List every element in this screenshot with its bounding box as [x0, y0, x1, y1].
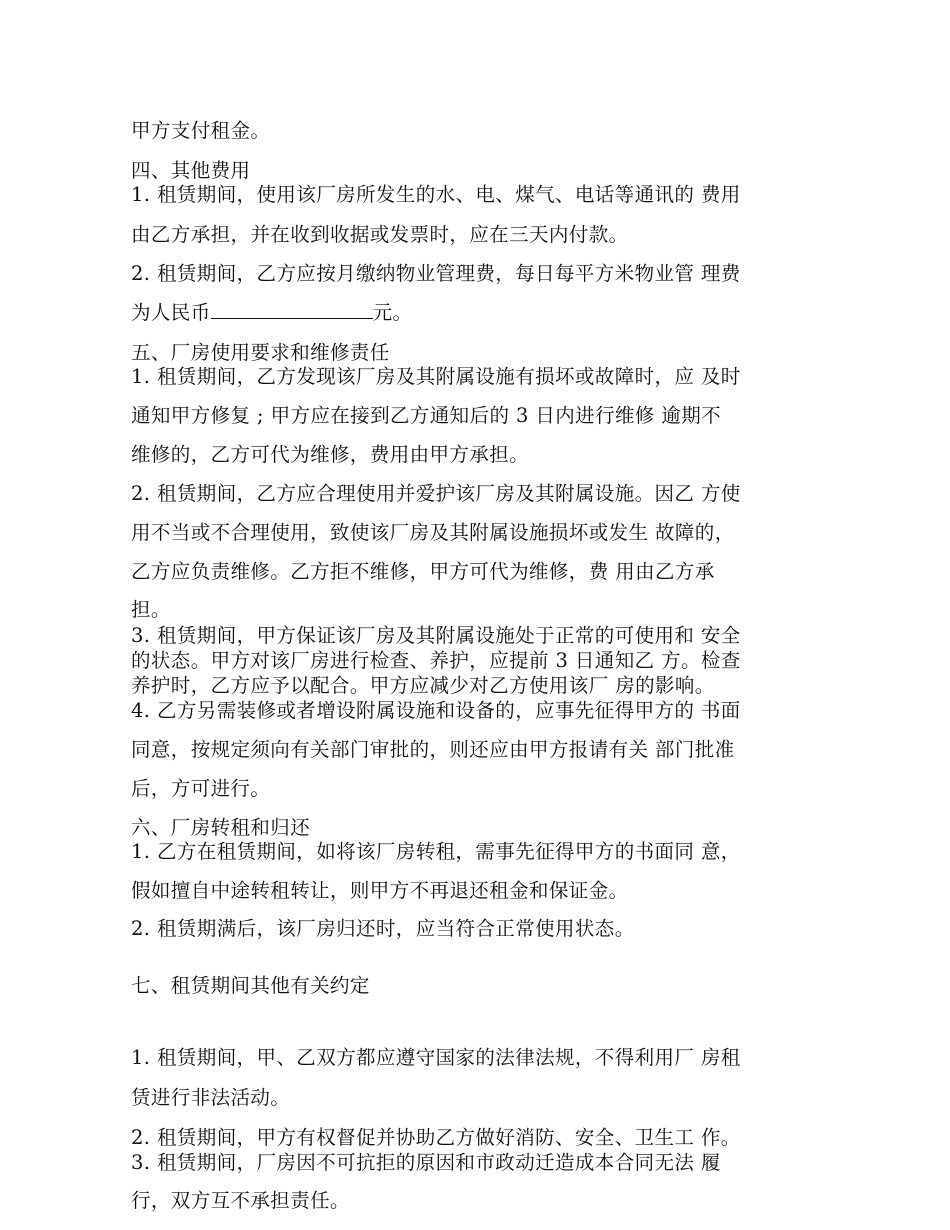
text-line: 1. 租赁期间，乙方发现该厂房及其附属设施有损坏或故障时，应 及时 [131, 365, 741, 388]
text-line: 2. 租赁期间，乙方应合理使用并爱护该厂房及其附属设施。因乙 方使 [131, 482, 741, 505]
text-line: 行，双方互不承担责任。 [131, 1189, 350, 1212]
text-line: 后，方可进行。 [131, 777, 271, 800]
text-line: 通知甲方修复 ; 甲方应在接到乙方通知后的 3 日内进行维修 逾期不 [131, 404, 722, 427]
text-line: 同意，按规定须向有关部门审批的，则还应由甲方报请有关 部门批准 [131, 738, 735, 761]
text-line: 假如擅自中途转租转让，则甲方不再退还租金和保证金。 [131, 879, 629, 902]
text-line: 维修的，乙方可代为维修，费用由甲方承担。 [131, 443, 530, 466]
text-line: 4. 乙方另需装修或者增设附属设施和设备的，应事先征得甲方的 书面 [131, 699, 741, 722]
text-line-with-blank [131, 300, 412, 326]
text-line: 2. 租赁期满后，该厂房归还时，应当符合正常使用状态。 [131, 917, 635, 940]
text-segment: 元。 [372, 301, 413, 324]
text-line: 养护时，乙方应予以配合。甲方应减少对乙方使用该厂 房的影响。 [131, 674, 715, 697]
text-line: 甲方支付租金。 [131, 119, 271, 142]
fill-in-blank [211, 300, 373, 319]
text-line: 2. 租赁期间，甲方有权督促并协助乙方做好消防、安全、卫生工 作。 [131, 1126, 741, 1149]
text-line: 3. 租赁期间，厂房因不可抗拒的原因和市政动迁造成本合同无法 履 [131, 1151, 721, 1174]
text-line: 3. 租赁期间，甲方保证该厂房及其附属设施处于正常的可使用和 安全 [131, 624, 741, 647]
text-line: 1. 租赁期间，甲、乙双方都应遵守国家的法律法规，不得利用厂 房租 [131, 1046, 741, 1069]
text-segment: 为人民币 [131, 301, 211, 324]
section-heading-other-agreements: 七、租赁期间其他有关约定 [131, 974, 370, 997]
text-line: 1. 乙方在租赁期间，如将该厂房转租，需事先征得甲方的书面同 意， [131, 840, 741, 863]
text-line: 由乙方承担，并在收到收据或发票时，应在三天内付款。 [131, 223, 629, 246]
section-heading-sublease-return: 六、厂房转租和归还 [131, 816, 311, 839]
text-line: 担。 [131, 598, 171, 621]
section-heading-usage-maintenance: 五、厂房使用要求和维修责任 [131, 341, 390, 364]
text-line: 乙方应负责维修。乙方拒不维修，甲方可代为维修，费 用由乙方承 [131, 560, 715, 583]
text-line: 2. 租赁期间，乙方应按月缴纳物业管理费，每日每平方米物业管 理费 [131, 262, 741, 285]
text-line: 赁进行非法活动。 [131, 1086, 291, 1109]
text-line: 的状态。甲方对该厂房进行检查、养护，应提前 3 日通知乙 方。检查 [131, 649, 741, 672]
text-line: 用不当或不合理使用，致使该厂房及其附属设施损坏或发生 故障的， [131, 521, 735, 544]
text-line: 1. 租赁期间，使用该厂房所发生的水、电、煤气、电话等通讯的 费用 [131, 183, 741, 206]
section-heading-other-fees: 四、其他费用 [131, 159, 251, 182]
